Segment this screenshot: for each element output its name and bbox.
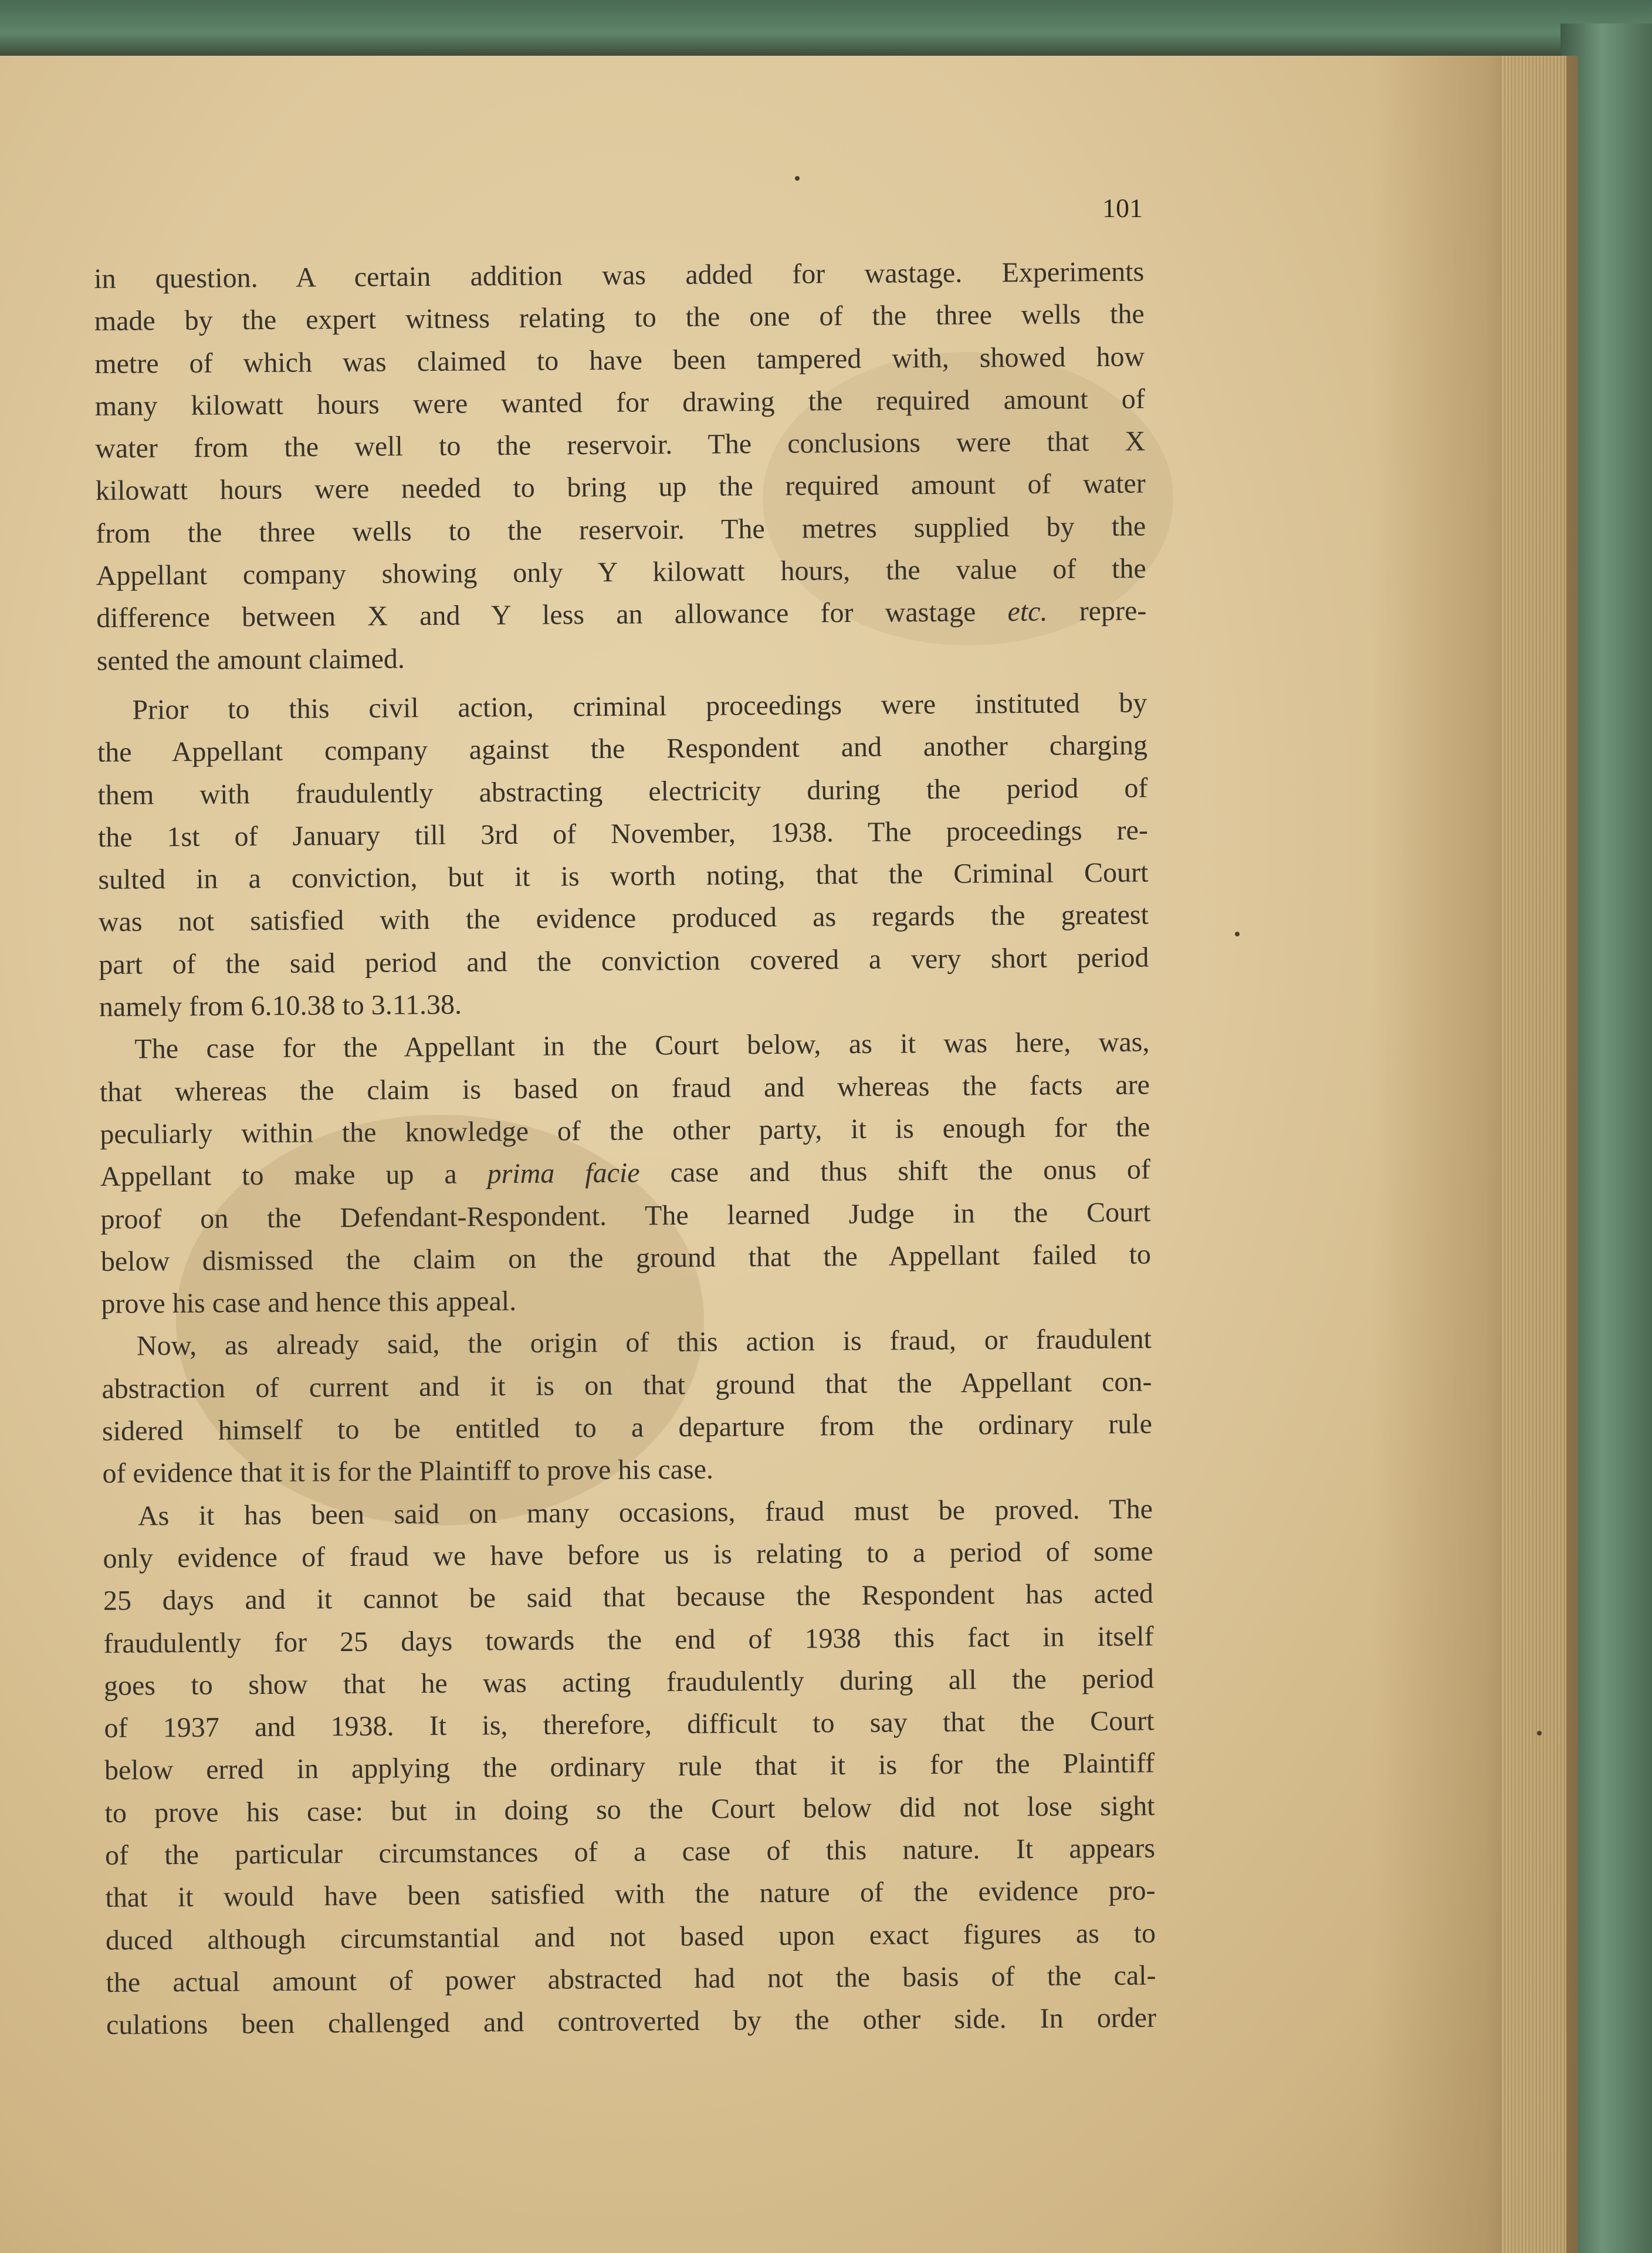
text-line: water from the well to the reservoir. The conclusions were that X [95,425,1146,465]
text-line: goes to show that he was acting fraudulently during all the period [103,1663,1155,1701]
paper-speck [1235,932,1240,936]
text-line: only evidence of fraud we have before us is relating to a period of some [103,1535,1153,1574]
text-segment: Appellant to make up a [100,1158,457,1193]
text-line: culations been challenged and controverted by the other side. In order [106,2002,1157,2041]
text-line: proof on the Defendant-Respondent. The learned Judge in the Court [100,1196,1151,1235]
text-line: prove his case and hence this appeal. [101,1286,517,1320]
text-line: below dismissed the claim on the ground that the Appellant failed to [100,1239,1152,1277]
text-line: kilowatt hours were needed to bring up the required amount of water [95,468,1146,507]
italic-text: etc. [1007,596,1048,628]
text-line: them with fraudulently abstracting electricity during the period of [97,772,1148,811]
text-line: namely from 6.10.38 to 3.11.38. [99,989,462,1023]
text-line: abstraction of current and it is on that ground that the Appellant con- [101,1366,1152,1405]
paper-speck [795,176,800,181]
text-line: that it would have been satisfied with the nature of the evidence pro- [105,1875,1156,1914]
text-line: sidered himself to be entitled to a departure from the ordinary rule [101,1408,1153,1447]
text-line: the actual amount of power abstracted had not the basis of the cal- [106,1960,1156,1998]
text-line: of the particular circumstances of a case of this nature. It appears [104,1832,1156,1871]
text-line: in question. A certain addition was added for wastage. Experiments [94,256,1145,295]
text-line: 25 days and it cannot be said that because the Respondent has acted [103,1578,1154,1617]
paper-speck [1537,1731,1542,1736]
text-line: duced although circumstantial and not based upon exact figures as to [105,1917,1156,1956]
text-line: of evidence that it is for the Plaintiff to prove his case. [102,1453,714,1490]
text-line: was not satisfied with the evidence produced as regards the greatest [98,899,1149,938]
text-segment: difference between X and Y less an allowance for wastage [96,596,976,634]
text-segment: case and thus shift the onus of [670,1153,1151,1189]
text-line: The case for the Appellant in the Court below, as it was here, was, [134,1026,1150,1065]
text-line: sented the amount claimed. [96,642,405,676]
text-line: made by the expert witness relating to the one of the three wells the [94,298,1145,337]
text-line: sulted in a conviction, but it is worth noting, that the Criminal Court [98,857,1149,896]
text-line: the Appellant company against the Respondent and another charging [97,729,1148,769]
text-line: Appellant company showing only Y kilowatt hours, the value of the [96,553,1146,592]
text-line: many kilowatt hours were wanted for drawing the required amount of [94,383,1145,422]
text-line: from the three wells to the reservoir. The metres supplied by the [96,510,1146,549]
text-line: metre of which was claimed to have been tampered with, showed how [94,341,1145,380]
text-line: that whereas the claim is based on fraud and whereas the facts are [99,1069,1150,1108]
text-segment: repre- [1079,595,1147,627]
text-line: the 1st of January till 3rd of November, 1938. The proceedings re- [97,814,1149,853]
text-line: As it has been said on many occasions, fraud must be proved. The [137,1493,1153,1532]
text-line: Now, as already said, the origin of this action is fraud, or fraudulent [136,1323,1152,1362]
body-text [94,251,1156,2047]
text-line: peculiarly within the knowledge of the other party, it is enough for the [100,1111,1150,1150]
text-line: of 1937 and 1938. It is, therefore, difficult to say that the Court [104,1705,1155,1744]
cover-top-edge [0,0,1652,56]
text-line [96,590,1146,640]
text-line [100,1149,1150,1199]
text-line: fraudulently for 25 days towards the end of 1938 this fact in itself [103,1620,1154,1659]
page-stack-edges [1502,56,1566,2253]
text-line: part of the said period and the conviction covered a very short period [99,942,1149,980]
text-line: to prove his case: but in doing so the Court below did not lose sight [104,1790,1155,1829]
page-number: 101 [1102,193,1143,223]
text-line: Prior to this civil action, criminal proceedings were instituted by [132,687,1147,726]
text-line: below erred in applying the ordinary rule that it is for the Plaintiff [104,1747,1155,1787]
italic-text: prima facie [487,1157,640,1190]
